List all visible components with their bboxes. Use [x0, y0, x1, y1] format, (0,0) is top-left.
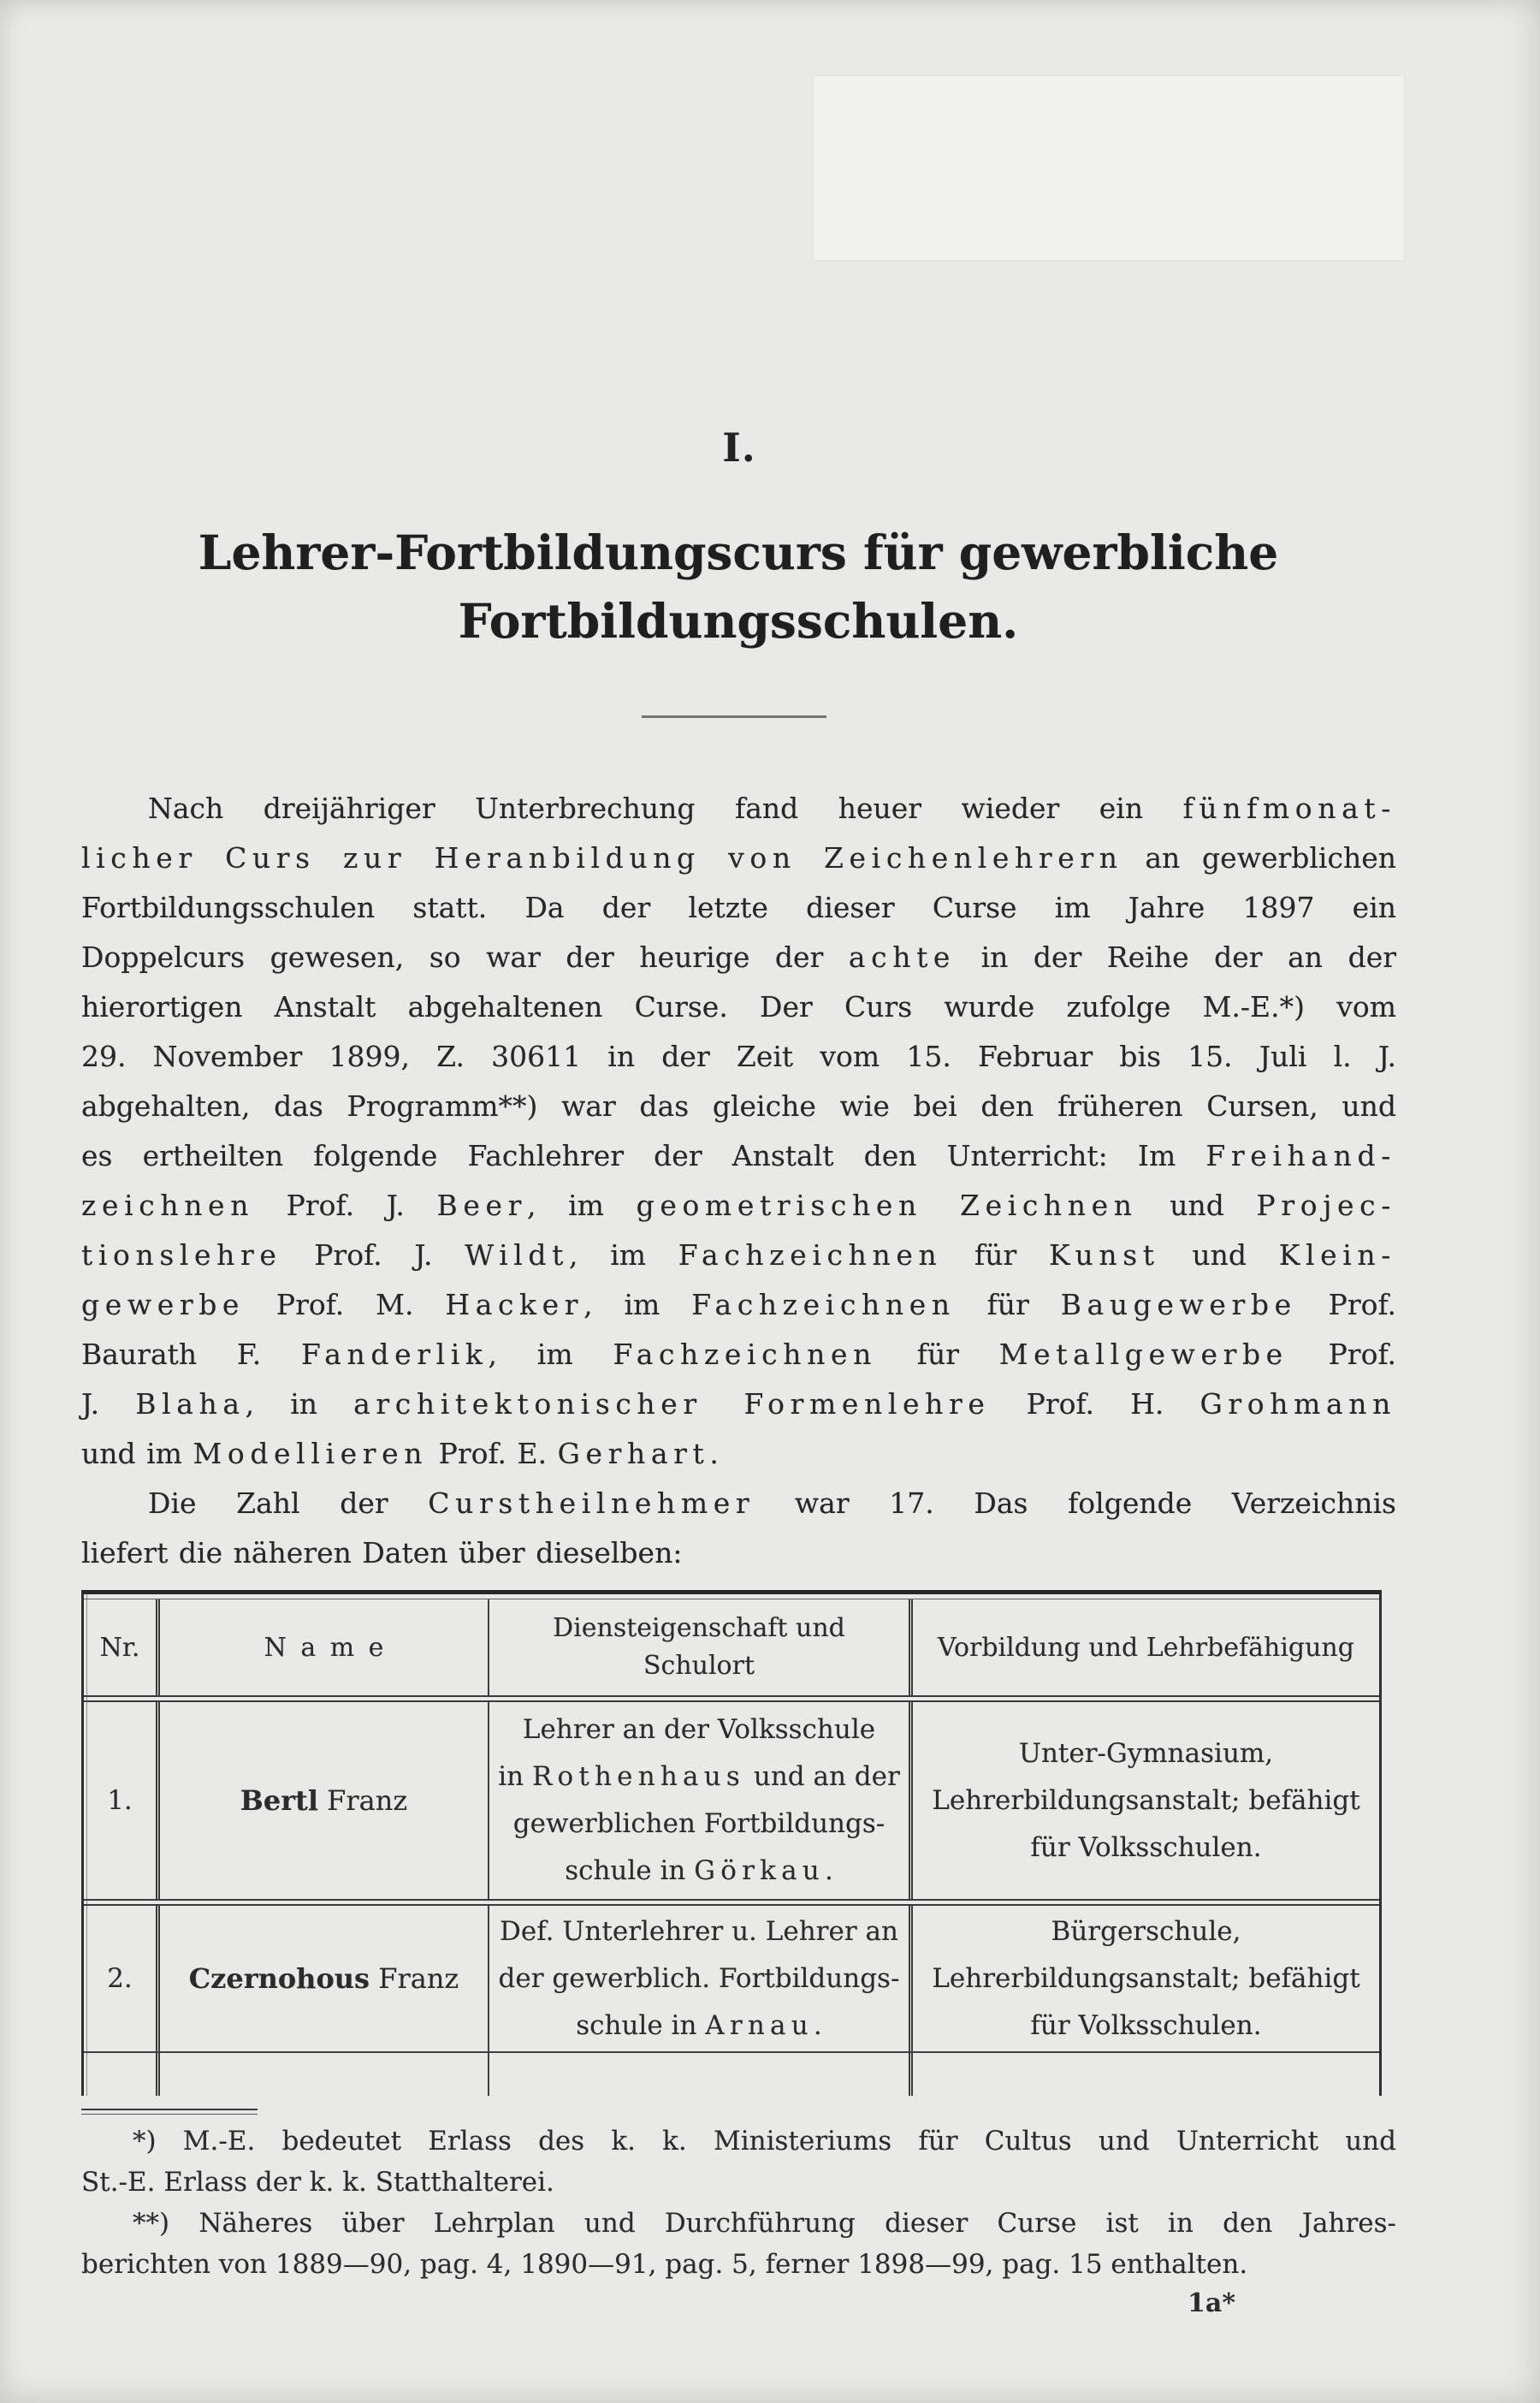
section-number: I.	[722, 424, 756, 471]
document-title-line-1: Lehrer-Fortbildungscurs für gewerbliche	[198, 525, 1279, 580]
body-paragraphs	[81, 784, 1396, 1578]
cell-qualification: Unter-Gymnasium, Lehrerbildungsanstalt; befähigt für Volksschulen.	[909, 1702, 1379, 1899]
footnote-line: berichten von 1889—90, pag. 4, 1890—91, pag. 5, ferner 1898—99, pag. 15 enthalten.	[81, 2249, 1248, 2280]
footnotes	[81, 2121, 1396, 2285]
cell-nr: 2.	[107, 1963, 133, 1994]
column-header-nr: Nr.	[99, 1632, 140, 1663]
footnote-line: *) M.-E. bedeutet Erlass des k. k. Ministeriums für Cultus und Unterricht und	[133, 2126, 1396, 2157]
body-line: liefert die näheren Daten über dieselben:	[81, 1536, 683, 1569]
cell-service: Lehrer an der Volksschule in Rothenhaus und an der gewerblichen Fortbildungs- schule in Görkau.	[488, 1702, 909, 1899]
table-row	[84, 1906, 1379, 2051]
footnote-line: St.-E. Erlass der k. k. Statthalterei.	[81, 2167, 554, 2198]
table-cutoff-row	[84, 2053, 1379, 2096]
cell-nr: 1.	[107, 1785, 133, 1816]
body-line: Doppelcurs gewesen, so war der heurige der achte in der Reihe der an der	[81, 940, 1396, 974]
body-line: hierortigen Anstalt abgehaltenen Curse. Der Curs wurde zufolge M.-E.*) vom	[81, 990, 1396, 1024]
column-header-service: Diensteigenschaft und Schulort	[488, 1599, 909, 1695]
body-line: 29. November 1899, Z. 30611 in der Zeit vom 15. Februar bis 15. Juli l. J.	[81, 1040, 1396, 1073]
table-row-separator	[84, 1695, 1379, 1702]
cell-service: Def. Unterlehrer u. Lehrer an der gewerblich. Fortbildungs- schule in Arnau.	[488, 1906, 909, 2051]
cell-name: Bertl Franz	[156, 1702, 488, 1899]
body-line: J. Blaha, in architektonischer Formenlehre Prof. H. Grohmann	[81, 1387, 1396, 1421]
footnote-line: **) Näheres über Lehrplan und Durchführung dieser Curse ist in den Jahres-	[133, 2208, 1396, 2239]
column-header-name: Name	[156, 1599, 488, 1695]
body-line: tionslehre Prof. J. Wildt, im Fachzeichnen für Kunst und Klein-	[81, 1238, 1396, 1272]
body-line: Die Zahl der Curstheilnehmer war 17. Das folgende Verzeichnis	[148, 1486, 1396, 1520]
body-line: Nach dreijähriger Unterbrechung fand heuer wieder ein fünfmonat-	[148, 792, 1396, 825]
body-line: Baurath F. Fanderlik, im Fachzeichnen für Metallgewerbe Prof.	[81, 1338, 1396, 1371]
body-line: abgehalten, das Programm**) war das gleiche wie bei den früheren Cursen, und	[81, 1089, 1396, 1123]
cell-name: Czernohous Franz	[156, 1906, 488, 2051]
body-line: licher Curs zur Heranbildung von Zeichenlehrern an gewerblichen	[81, 841, 1396, 875]
footnote-separator-rule	[81, 2109, 258, 2115]
cell-qualification: Bürgerschule, Lehrerbildungsanstalt; befähigt für Volksschulen.	[909, 1906, 1379, 2051]
title-divider-rule	[642, 715, 826, 718]
document-title-line-2: Fortbildungsschulen.	[458, 593, 1019, 649]
page-bleedthrough-rectangle	[813, 75, 1405, 261]
body-line: und im Modellieren Prof. E. Gerhart.	[81, 1437, 719, 1470]
column-header-qualification: Vorbildung und Lehrbefähigung	[909, 1599, 1379, 1695]
body-line: Fortbildungsschulen statt. Da der letzte dieser Curse im Jahre 1897 ein	[81, 891, 1396, 924]
page-signature: 1a*	[1188, 2288, 1236, 2318]
body-line: zeichnen Prof. J. Beer, im geometrischen Zeichnen und Projec-	[81, 1189, 1396, 1222]
participants-table	[81, 1590, 1382, 2096]
table-row-separator	[84, 1899, 1379, 1906]
table-row	[84, 1702, 1379, 1899]
body-line: es ertheilten folgende Fachlehrer der Anstalt den Unterricht: Im Freihand-	[81, 1139, 1396, 1172]
document-title	[34, 519, 1442, 656]
table-header-row	[84, 1599, 1379, 1695]
body-line: gewerbe Prof. M. Hacker, im Fachzeichnen für Baugewerbe Prof.	[81, 1288, 1396, 1321]
